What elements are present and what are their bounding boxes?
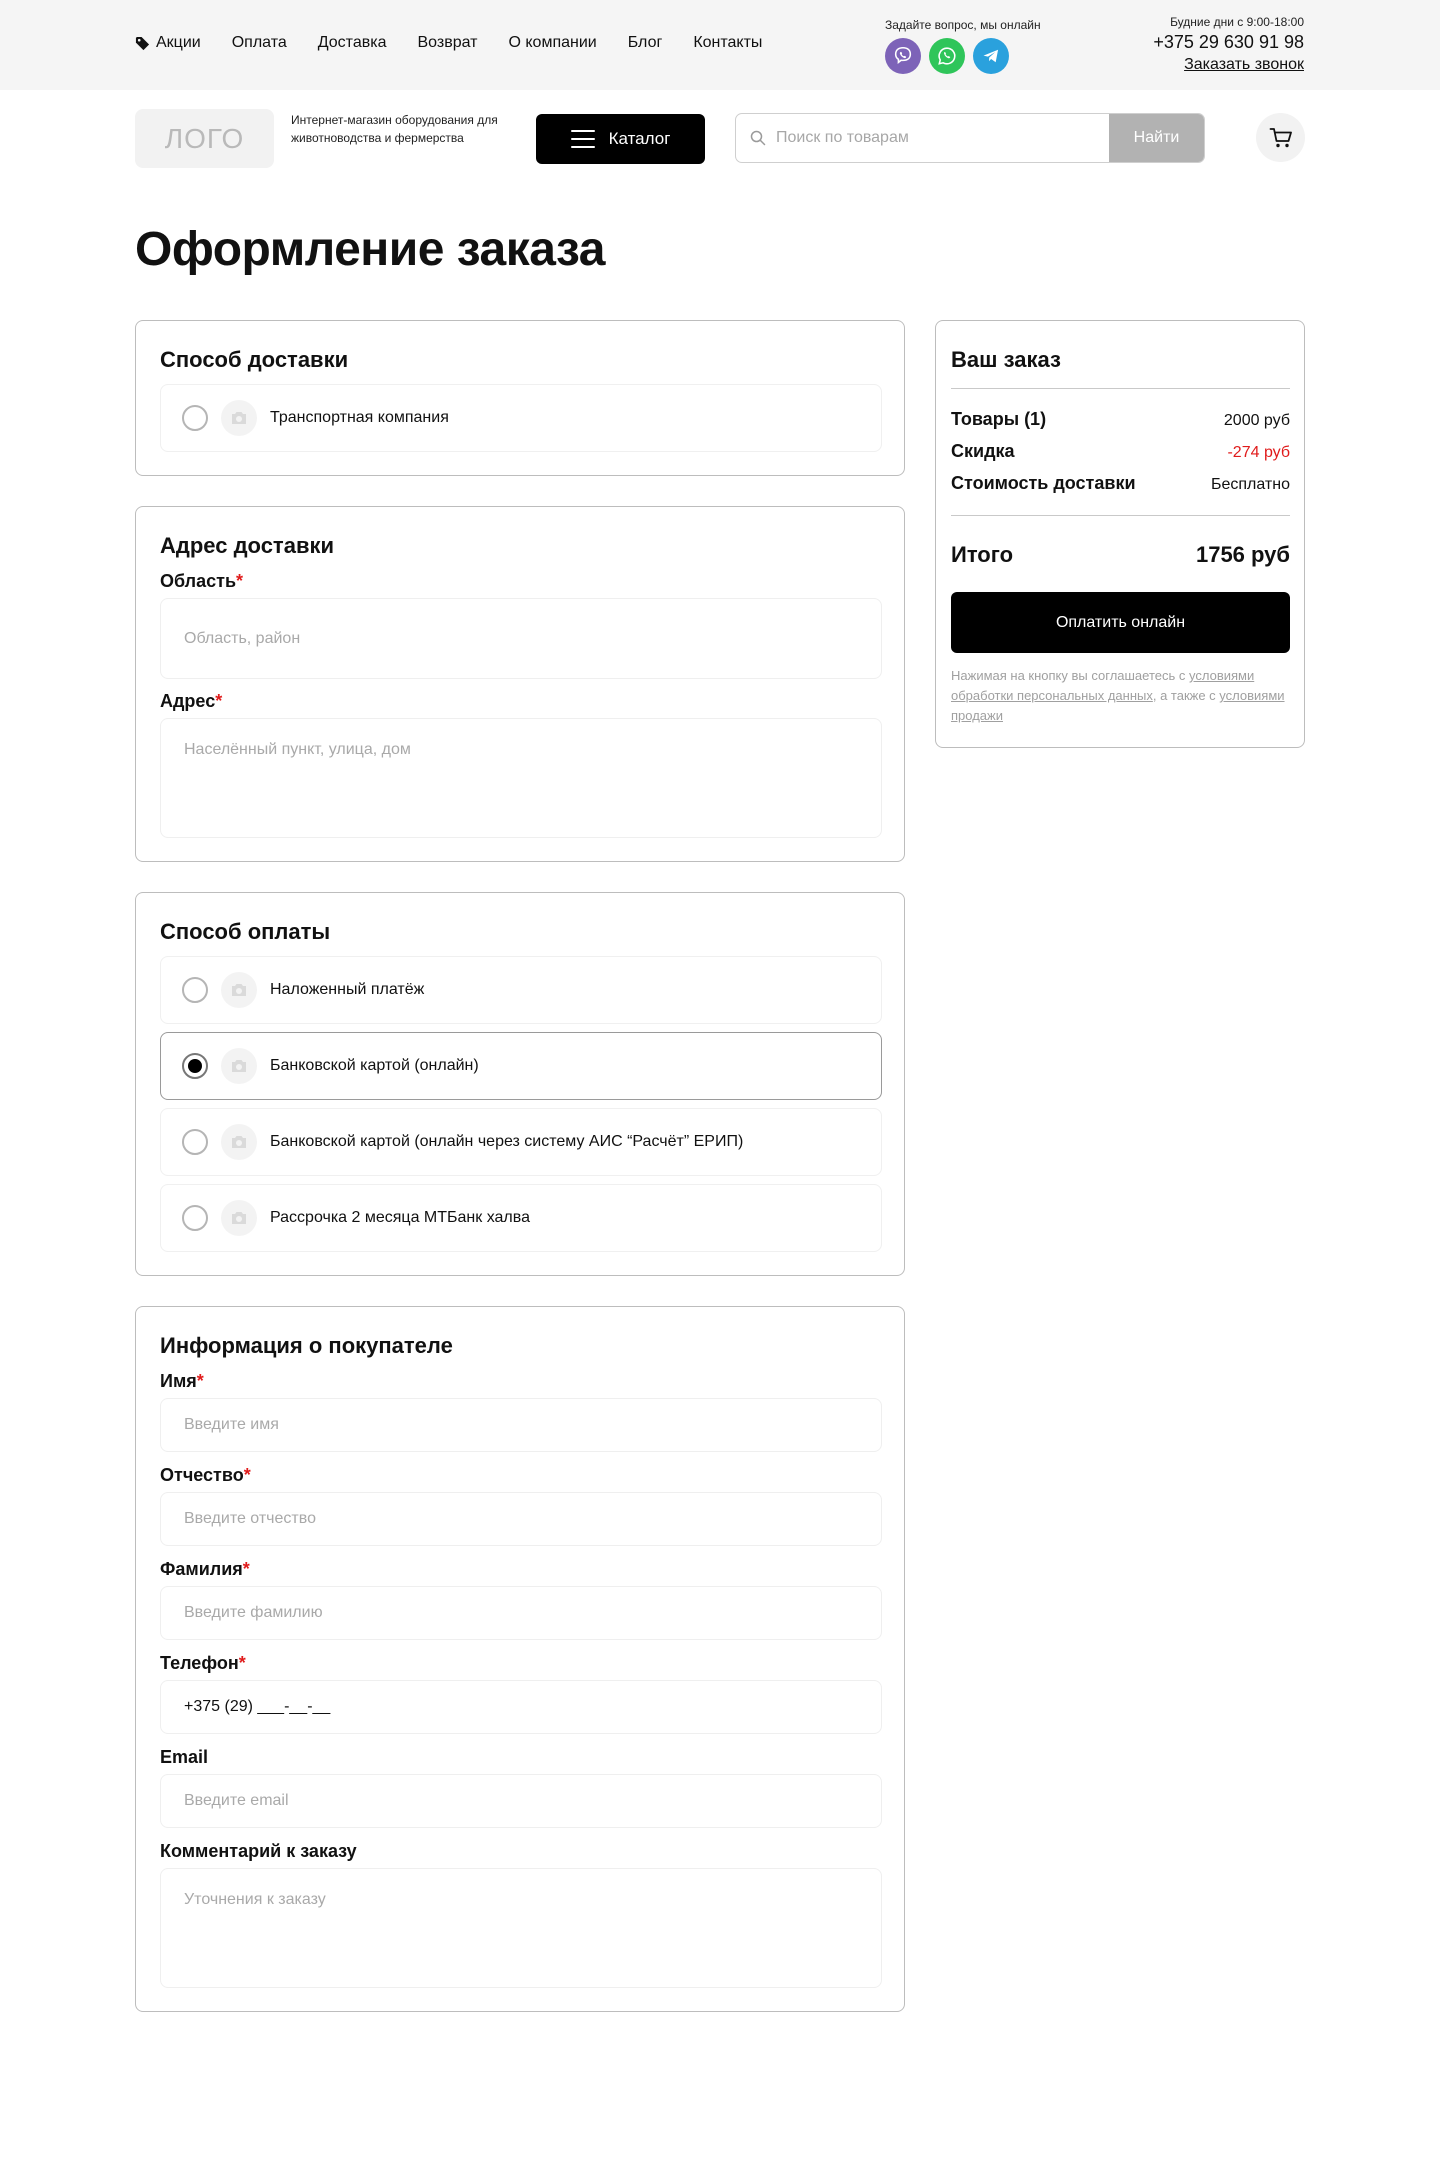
pay-online-button[interactable]: Оплатить онлайн [951, 592, 1290, 653]
total-value: 1756 руб [1195, 542, 1290, 567]
phone-field [160, 1680, 882, 1734]
nav-item-blog[interactable]: Блог [627, 34, 663, 51]
region-input[interactable] [161, 599, 881, 678]
menu-icon [571, 130, 595, 148]
messenger-links [885, 38, 1017, 74]
option-label: Банковской картой (онлайн) [270, 1057, 479, 1074]
address-label: Адрес* [160, 691, 223, 711]
payment-method-card [135, 892, 905, 1276]
cart-button[interactable] [1256, 113, 1305, 162]
buyer-info-card [135, 1306, 905, 2012]
tag-icon [135, 36, 150, 51]
discount-row [951, 441, 1290, 462]
goods-row [951, 409, 1290, 430]
required-mark: * [243, 1465, 251, 1485]
camera-icon [221, 972, 257, 1008]
nav-item-payment[interactable]: Оплата [231, 34, 287, 51]
radio-button-selected[interactable] [182, 1053, 208, 1079]
viber-icon[interactable] [885, 38, 921, 74]
catalog-button-label: Каталог [608, 129, 671, 148]
email-label: Email [160, 1747, 209, 1767]
region-field [160, 598, 882, 679]
legal-notice: Нажимая на кнопку вы соглашаетесь с условиями обработки персональных данных, а также с условиями продажи [951, 668, 1285, 723]
option-label: Транспортная компания [270, 409, 449, 426]
total-label: Итого [951, 542, 1014, 567]
payment-option-installment[interactable] [160, 1184, 882, 1252]
option-label: Рассрочка 2 месяца МТБанк халва [270, 1209, 530, 1226]
phone-label: Телефон* [160, 1653, 246, 1673]
patronymic-label: Отчество* [160, 1465, 251, 1485]
discount-label: Скидка [951, 441, 1015, 461]
catalog-button[interactable] [536, 114, 705, 164]
patronymic-field [160, 1492, 882, 1546]
radio-button[interactable] [182, 977, 208, 1003]
telegram-icon[interactable] [973, 38, 1009, 74]
last-name-label: Фамилия* [160, 1559, 250, 1579]
page-title: Оформление заказа [135, 223, 605, 276]
payment-option-cash-on-delivery[interactable] [160, 956, 882, 1024]
camera-icon [221, 1124, 257, 1160]
privacy-terms-link[interactable]: условиями обработки персональных данных [951, 668, 1255, 703]
address-input[interactable] [161, 719, 881, 837]
delivery-option-transport-company[interactable] [160, 384, 882, 452]
payment-option-card-erip[interactable] [160, 1108, 882, 1176]
region-label: Область* [160, 571, 244, 591]
phone-input[interactable] [161, 1681, 881, 1733]
delivery-address-title: Адрес доставки [160, 533, 335, 558]
top-nav [135, 34, 793, 52]
delivery-cost-row [951, 473, 1290, 494]
logo[interactable]: ЛОГО [135, 109, 274, 168]
first-name-field [160, 1398, 882, 1452]
nav-item-returns[interactable]: Возврат [417, 34, 478, 51]
search-icon [750, 130, 766, 146]
first-name-label: Имя* [160, 1371, 204, 1391]
required-mark: * [242, 1559, 250, 1579]
required-mark: * [196, 1371, 204, 1391]
comment-label: Комментарий к заказу [160, 1841, 357, 1861]
delivery-address-card [135, 506, 905, 862]
nav-item-delivery[interactable]: Доставка [317, 34, 387, 51]
last-name-field [160, 1586, 882, 1640]
divider [951, 388, 1290, 389]
callback-link[interactable]: Заказать звонок [1184, 56, 1304, 73]
required-mark: * [238, 1653, 246, 1673]
store-tagline: Интернет-магазин оборудования для животноводства и фермерства [291, 113, 498, 145]
required-mark: * [215, 691, 223, 711]
delivery-cost-value: Бесплатно [1210, 476, 1290, 493]
search-bar [735, 113, 1205, 163]
nav-item-contacts[interactable]: Контакты [693, 34, 763, 51]
search-button[interactable]: Найти [1109, 114, 1204, 162]
radio-button[interactable] [182, 1129, 208, 1155]
camera-icon [221, 1048, 257, 1084]
email-field [160, 1774, 882, 1828]
whatsapp-icon[interactable] [929, 38, 965, 74]
working-hours: Будние дни с 9:00-18:00 [1170, 15, 1304, 29]
last-name-input[interactable] [161, 1587, 881, 1639]
option-label: Банковской картой (онлайн через систему АИС “Расчёт” ЕРИП) [270, 1133, 744, 1150]
email-input[interactable] [161, 1775, 881, 1827]
goods-label: Товары (1) [951, 409, 1047, 429]
address-field [160, 718, 882, 838]
delivery-method-card [135, 320, 905, 476]
order-summary [935, 320, 1305, 748]
discount-value: -274 руб [1227, 444, 1290, 461]
nav-item-label: Акции [156, 34, 201, 51]
payment-option-card-online[interactable] [160, 1032, 882, 1100]
option-label: Наложенный платёж [270, 981, 425, 998]
payment-method-title: Способ оплаты [160, 919, 331, 944]
camera-icon [221, 1200, 257, 1236]
phone-number[interactable]: +375 29 630 91 98 [1153, 32, 1304, 52]
top-bar [0, 0, 1440, 90]
total-row [951, 542, 1290, 568]
search-input[interactable] [776, 129, 1076, 147]
patronymic-input[interactable] [161, 1493, 881, 1545]
comment-field [160, 1868, 882, 1988]
nav-item-about[interactable]: О компании [508, 34, 597, 51]
search-field [736, 114, 1109, 162]
nav-item-promotions[interactable] [135, 34, 201, 52]
order-summary-title: Ваш заказ [951, 347, 1061, 372]
required-mark: * [236, 571, 244, 591]
cart-icon [1268, 125, 1294, 151]
delivery-cost-label: Стоимость доставки [951, 473, 1136, 493]
comment-input[interactable] [161, 1869, 881, 1987]
goods-value: 2000 руб [1223, 412, 1290, 429]
sale-terms-link[interactable]: условиями продажи [951, 688, 1285, 723]
delivery-method-title: Способ доставки [160, 347, 349, 372]
ask-online-text: Задайте вопрос, мы онлайн [885, 18, 1041, 32]
camera-icon [221, 400, 257, 436]
radio-button[interactable] [182, 405, 208, 431]
radio-button[interactable] [182, 1205, 208, 1231]
divider [951, 515, 1290, 516]
first-name-input[interactable] [161, 1399, 881, 1451]
buyer-info-title: Информация о покупателе [160, 1333, 453, 1358]
